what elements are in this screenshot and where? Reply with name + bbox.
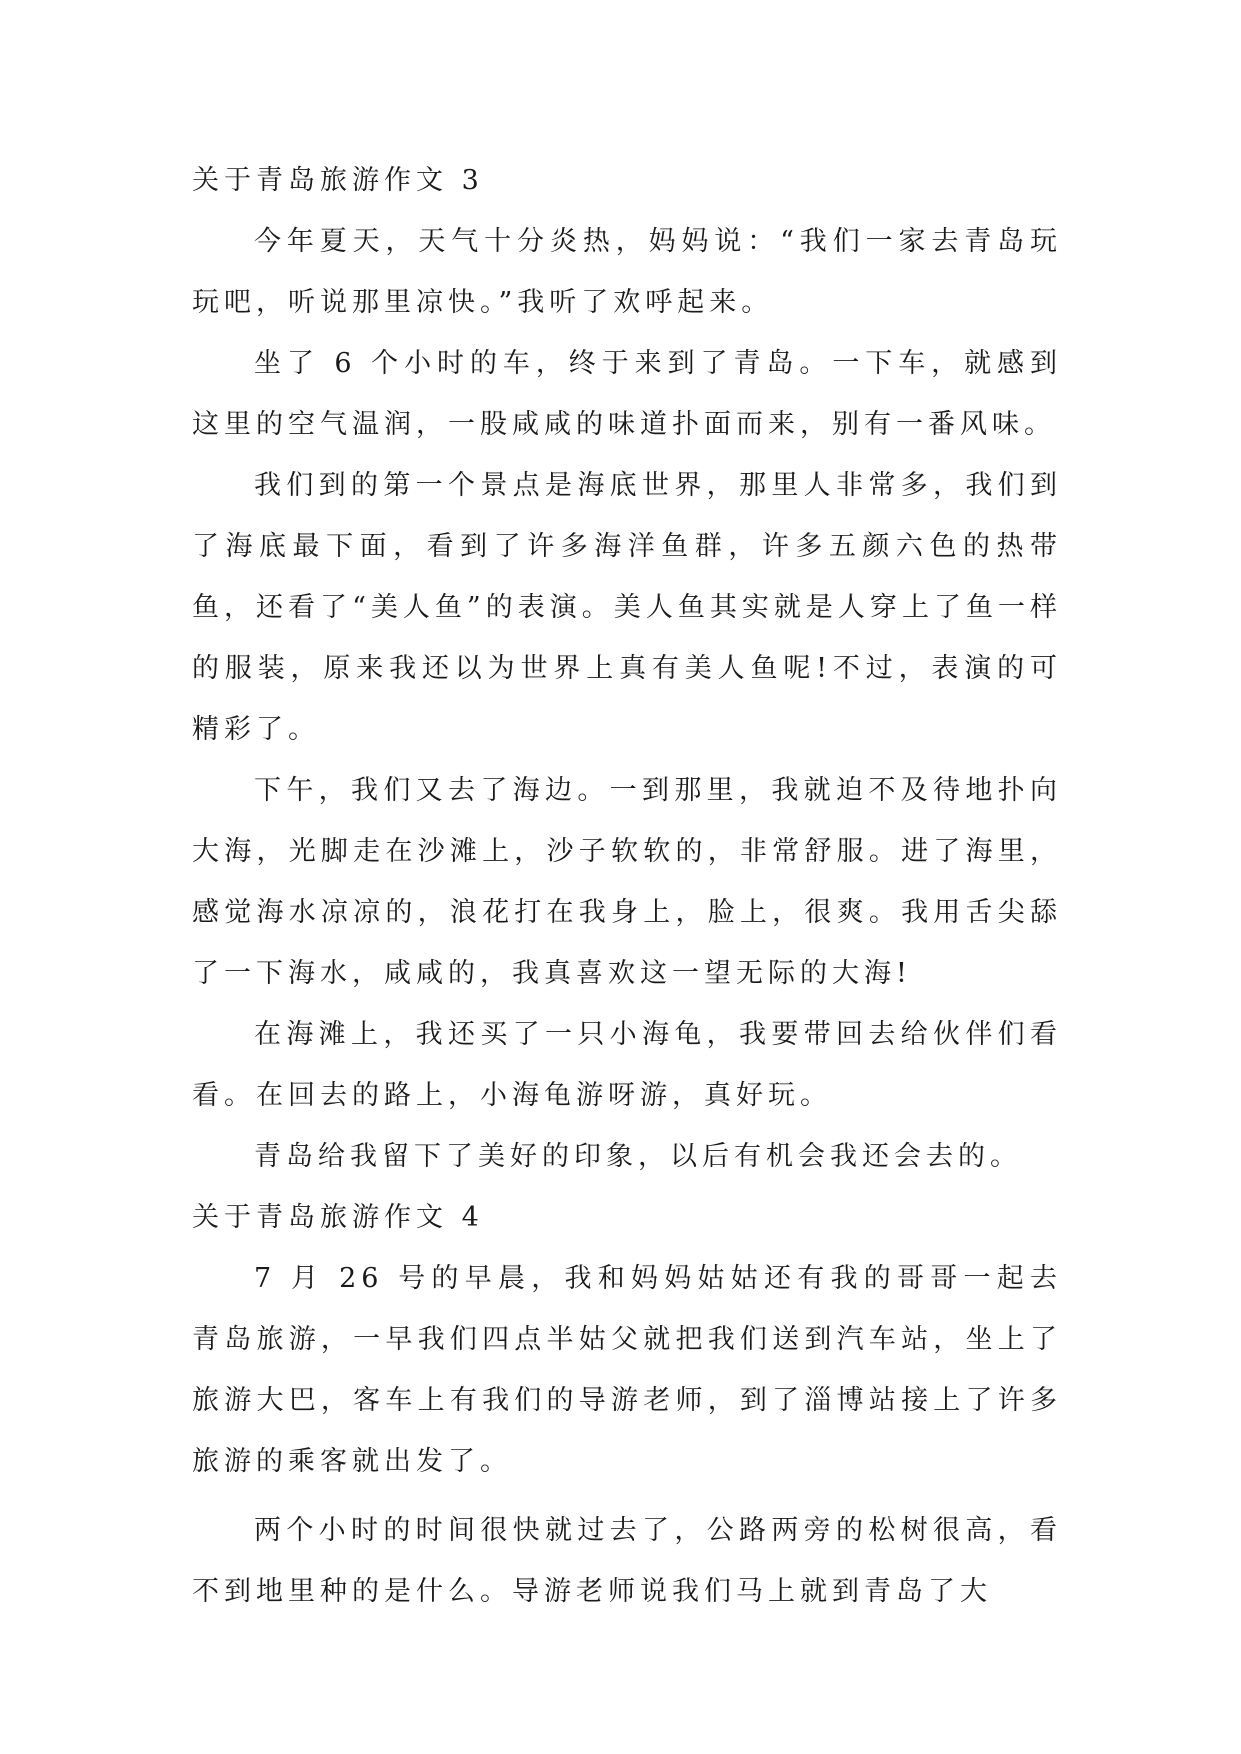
essay-3-paragraph-2: 坐了 6 个小时的车，终于来到了青岛。一下车，就感到这里的空气温润，一股咸咸的味道扑面而来，别有一番风味。 bbox=[192, 348, 1062, 440]
essay-3-paragraph-3: 我们到的第一个景点是海底世界，那里人非常多，我们到了海底最下面，看到了许多海洋鱼群，许多五颜六色的热带鱼，还看了“美人鱼”的表演。美人鱼其实就是人穿上了鱼一样的服装，原来我还以为世界上真有美人鱼呢!不过，表演的可精彩了。 bbox=[192, 470, 1062, 745]
document-body bbox=[192, 150, 1062, 1622]
essay-3-paragraph-1: 今年夏天，天气十分炎热，妈妈说：“我们一家去青岛玩玩吧，听说那里凉快。”我听了欢呼起来。 bbox=[192, 226, 1062, 318]
essay-3-paragraph-4: 下午，我们又去了海边。一到那里，我就迫不及待地扑向大海，光脚走在沙滩上，沙子软软的，非常舒服。进了海里，感觉海水凉凉的，浪花打在我身上，脸上，很爽。我用舌尖舔了一下海水，咸咸的，我真喜欢这一望无际的大海! bbox=[192, 775, 1062, 989]
essay-3-paragraph-6: 青岛给我留下了美好的印象，以后有机会我还会去的。 bbox=[254, 1141, 1022, 1172]
essay-4-title: 关于青岛旅游作文 4 bbox=[192, 1202, 484, 1233]
essay-4-paragraph-1: 7 月 26 号的早晨，我和妈妈姑姑还有我的哥哥一起去青岛旅游，一早我们四点半姑父就把我们送到汽车站，坐上了旅游大巴，客车上有我们的导游老师，到了淄博站接上了许多旅游的乘客就出发了。 bbox=[192, 1263, 1062, 1477]
essay-3-title: 关于青岛旅游作文 3 bbox=[192, 165, 484, 196]
essay-3-paragraph-5: 在海滩上，我还买了一只小海龟，我要带回去给伙伴们看看。在回去的路上，小海龟游呀游，真好玩。 bbox=[192, 1019, 1062, 1111]
essay-4-paragraph-2: 两个小时的时间很快就过去了，公路两旁的松树很高，看不到地里种的是什么。导游老师说我们马上就到青岛了大 bbox=[192, 1515, 1062, 1607]
